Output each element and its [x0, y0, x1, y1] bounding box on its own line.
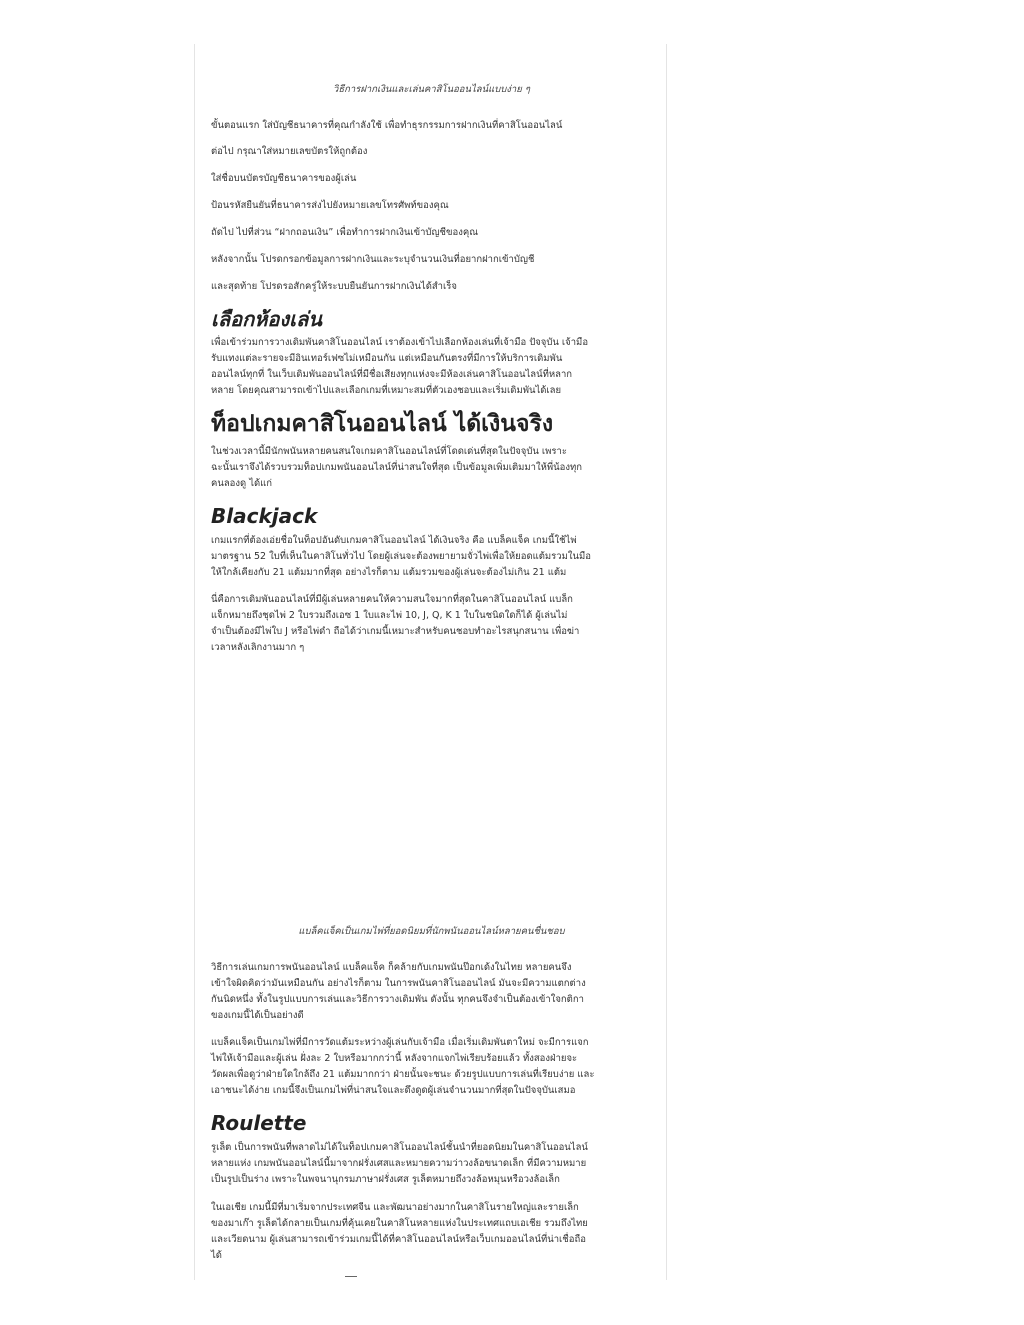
blackjack-p1-line-1: เกมแรกที่ต้องเอ่ยชื่อในท็อปอันดับเกมคาสิโนออนไลน์ ได้เงินจริง คือ แบล็คแจ็ค เกมนี้ใช้ไพ่ [211, 535, 577, 546]
roulette-p1-line-3: เป็นรูปเป็นร่าง เพราะในพจนานุกรมภาษาฝรั่งเศส รูเล็ตหมายถึงวงล้อหมุนหรือวงล้อเล็ก [211, 1174, 560, 1185]
heading-roulette: Roulette [211, 1111, 307, 1135]
blackjack-p4-line-1: แบล็คแจ็คเป็นเกมไพ่ที่มีการวัดแต้มระหว่างผู้เล่นกับเจ้ามือ เมื่อเริ่มเดิมพันตาใหม่ จะมีการแจก [211, 1037, 589, 1048]
top-line-1: ในช่วงเวลานี้มีนักพนันหลายคนสนใจเกมคาสิโนออนไลน์ที่โดดเด่นที่สุดในปัจจุบัน เพราะ [211, 446, 567, 457]
blackjack-p3-line-2: เข้าใจผิดคิดว่ามันเหมือนกัน อย่างไรก็ตาม ในการพนันคาสิโนออนไลน์ มันจะมีความแตกต่าง [211, 978, 586, 989]
step-4: ป้อนรหัสยืนยันที่ธนาคารส่งไปยังหมายเลขโทรศัพท์ของคุณ [211, 200, 449, 211]
image-placeholder [211, 664, 651, 914]
blackjack-p2-line-3: จำเป็นต้องมีไพ่ใบ J หรือไพ่ดำ ถือได้ว่าเกมนี้เหมาะสำหรับคนชอบทำอะไรสนุกสนาน เพื่อฆ่า [211, 626, 580, 637]
article-column [194, 44, 667, 1280]
top-line-2: ฉะนั้นเราจึงได้รวบรวมท็อปเกมพนันออนไลน์ที่น่าสนใจที่สุด เป็นข้อมูลเพิ่มเติมมาให้พี่น้องทุก [211, 462, 583, 473]
choose-line-1: เพื่อเข้าร่วมการวางเดิมพันคาสิโนออนไลน์ เราต้องเข้าไปเลือกห้องเล่นที่เจ้ามือ ปัจจุบัน เจ้ามือ [211, 337, 589, 348]
heading-blackjack: Blackjack [211, 504, 318, 528]
step-7: และสุดท้าย โปรดรอสักครู่ให้ระบบยืนยันการฝากเงินได้สำเร็จ [211, 281, 457, 292]
blackjack-p3-line-4: ของเกมนี้ได้เป็นอย่างดี [211, 1010, 304, 1021]
heading-top-games: ท็อปเกมคาสิโนออนไลน์ ได้เงินจริง [211, 411, 554, 437]
top-line-3: คนลองดู ได้แก่ [211, 478, 273, 489]
choose-line-2: รับแทงแต่ละรายจะมีอินเทอร์เฟซไม่เหมือนกัน แต่เหมือนกันตรงที่มีการให้บริการเดิมพัน [211, 353, 563, 364]
step-5: ถัดไป ไปที่ส่วน “ฝากถอนเงิน” เพื่อทำการฝากเงินเข้าบัญชีของคุณ [211, 227, 479, 238]
blackjack-p1-line-2: มาตรฐาน 52 ใบที่เห็นในคาสิโนทั่วไป โดยผู้เล่นจะต้องพยายามจั่วไพ่เพื่อให้ยอดแต้มรวมในมือ [211, 551, 591, 562]
top-caption: วิธีการฝากเงินและเล่นคาสิโนออนไลน์แบบง่าย ๆ [333, 84, 530, 95]
roulette-p1-line-2: หลายแห่ง เกมพนันออนไลน์นี้มาจากฝรั่งเศสและหมายความว่าวงล้อขนาดเล็ก ที่มีความหมาย [211, 1158, 587, 1169]
step-3: ใส่ชื่อบนบัตรบัญชีธนาคารของผู้เล่น [211, 173, 357, 184]
blackjack-p2-line-2: แจ็กหมายถึงชุดไพ่ 2 ใบรวมถึงเอซ 1 ใบและไพ่ 10, J, Q, K 1 ใบในชนิดใดก็ได้ ผู้เล่นไม่ [211, 610, 568, 621]
choose-line-3: ออนไลน์ทุกที่ ในเว็บเดิมพันออนไลน์ที่มีชื่อเสียงทุกแห่งจะมีห้องเล่นคาสิโนออนไลน์ที่หลาก [211, 369, 573, 380]
blackjack-image-caption: แบล็คแจ็คเป็นเกมไพ่ที่ยอดนิยมที่นักพนันออนไลน์หลายคนชื่นชอบ [298, 926, 565, 937]
roulette-p2-line-2: ของมาเก๊า รูเล็ตได้กลายเป็นเกมที่คุ้นเคยในคาสิโนหลายแห่งในประเทศแถบเอเชีย รวมถึงไทย [211, 1218, 588, 1229]
blackjack-p3-line-3: กันนิดหนึ่ง ทั้งในรูปแบบการเล่นและวิธีการวางเดิมพัน ดังนั้น ทุกคนจึงจำเป็นต้องเข้าใจกติกา [211, 994, 584, 1005]
heading-choose-room: เลือกห้องเล่น [211, 307, 322, 331]
blackjack-p4-line-4: เอาชนะได้ง่าย เกมนี้จึงเป็นเกมไพ่ที่น่าสนใจและดึงดูดผู้เล่นจำนวนมากที่สุดในปัจจุบันเสมอ [211, 1085, 576, 1096]
roulette-p1-line-1: รูเล็ต เป็นการพนันที่พลาดไม่ได้ในท็อปเกมคาสิโนออนไลน์ชั้นนำที่ยอดนิยมในคาสิโนออนไลน์ [211, 1142, 588, 1153]
blackjack-p4-line-2: ไพ่ให้เจ้ามือและผู้เล่น ฝั่งละ 2 ใบหรือมากกว่านี้ หลังจากแจกไพ่เรียบร้อยแล้ว ทั้งสองฝ่ายจะ [211, 1053, 578, 1064]
roulette-p2-line-4: ได้ [211, 1250, 222, 1261]
roulette-p2-line-3: และเวียดนาม ผู้เล่นสามารถเข้าร่วมเกมนี้ได้ที่คาสิโนออนไลน์หรือเว็บเกมออนไลน์ที่น่าเชื่อถือ [211, 1234, 586, 1245]
step-2: ต่อไป กรุณาใส่หมายเลขบัตรให้ถูกต้อง [211, 146, 368, 157]
blackjack-p3-line-1: วิธีการเล่นเกมการพนันออนไลน์ แบล็คแจ็ค ก็คล้ายกับเกมพนันป๊อกเด้งในไทย หลายคนจึง [211, 962, 572, 973]
step-6: หลังจากนั้น โปรดกรอกข้อมูลการฝากเงินและระบุจำนวนเงินที่อยากฝากเข้าบัญชี [211, 254, 535, 265]
step-1: ขั้นตอนแรก ใส่บัญชีธนาคารที่คุณกำลังใช้ เพื่อทำธุรกรรมการฝากเงินที่คาสิโนออนไลน์ [211, 120, 563, 131]
roulette-p2-line-1: ในเอเชีย เกมนี้มีที่มาเริ่มจากประเทศจีน และพัฒนาอย่างมากในคาสิโนรายใหญ่และรายเล็ก [211, 1202, 579, 1213]
blackjack-p2-line-4: เวลาหลังเลิกงานมาก ๆ [211, 642, 305, 653]
blackjack-p2-line-1: นี่คือการเดิมพันออนไลน์ที่มีผู้เล่นหลายคนให้ความสนใจมากที่สุดในคาสิโนออนไลน์ แบล็ก [211, 594, 573, 605]
choose-line-4: หลาย โดยคุณสามารถเข้าไปและเลือกเกมที่เหมาะสมที่ตัวเองชอบและเริ่มเดิมพันได้เลย [211, 385, 562, 396]
blackjack-p1-line-3: ให้ใกล้เคียงกับ 21 แต้มมากที่สุด อย่างไรก็ตาม แต้มรวมของผู้เล่นจะต้องไม่เกิน 21 แต้ม [211, 567, 567, 578]
cut-off-text-mark [345, 1276, 357, 1280]
blackjack-p4-line-3: วัดผลเพื่อดูว่าฝ่ายใดใกล้ถึง 21 แต้มมากกว่า ฝ่ายนั้นจะชนะ ด้วยรูปแบบการเล่นที่เรียบง่าย และ [211, 1069, 595, 1080]
